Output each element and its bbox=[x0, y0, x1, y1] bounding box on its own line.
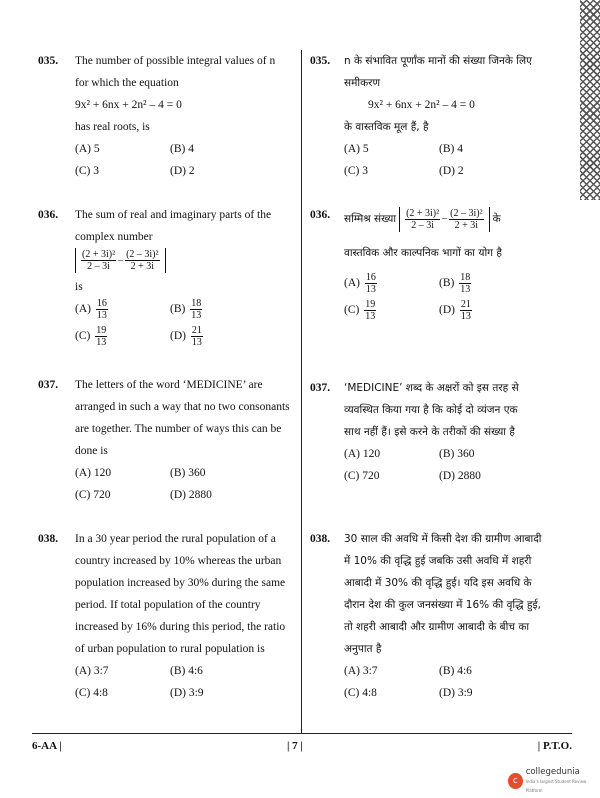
option-c[interactable] bbox=[344, 299, 439, 322]
option-b[interactable]: (B) 360 bbox=[170, 467, 206, 479]
option-c[interactable]: (C) 3 bbox=[344, 165, 368, 177]
option-label: (D) bbox=[439, 304, 455, 317]
question-line: The sum of real and imaginary parts of the bbox=[75, 209, 272, 221]
equation: 9x² + 6nx + 2n² – 4 = 0 bbox=[75, 99, 182, 111]
option-a[interactable]: (A) 3:7 bbox=[75, 665, 109, 677]
option-c[interactable]: (C) 4:8 bbox=[344, 687, 377, 699]
question-line bbox=[344, 204, 572, 234]
question-line: arranged in such a way that no two consonants bbox=[75, 401, 290, 413]
decorative-border bbox=[580, 0, 600, 200]
numerator: 16 bbox=[96, 298, 107, 309]
option-a[interactable]: (A) 3:7 bbox=[344, 665, 378, 677]
option-label: (C) bbox=[344, 304, 360, 317]
denominator: 13 bbox=[191, 310, 202, 321]
booklet-code: 6-AA | bbox=[32, 740, 62, 752]
question-line: increased by 16% during this period, the ratio bbox=[75, 621, 286, 633]
denominator: 2 – 3i bbox=[411, 219, 434, 231]
question-line: The letters of the word ‘MEDICINE’ are bbox=[75, 379, 263, 391]
question-line: for which the equation bbox=[75, 77, 179, 89]
question-line: व्यवस्थित किया गया है कि कोई दो व्यंजन एक bbox=[344, 404, 518, 416]
brand-name: collegedunia bbox=[525, 766, 580, 777]
question-line: तो शहरी आबादी और ग्रामीण आबादी के बीच का bbox=[344, 621, 530, 633]
option-d[interactable]: (D) 2880 bbox=[439, 470, 481, 482]
denominator: 13 bbox=[365, 284, 376, 295]
denominator: 13 bbox=[365, 311, 376, 322]
question-line: has real roots, is bbox=[75, 121, 150, 133]
option-d[interactable] bbox=[439, 299, 534, 322]
option-a[interactable] bbox=[75, 298, 170, 321]
question-line: n के संभावित पूर्णांक मानों की संख्या जिनके लिए bbox=[344, 55, 532, 67]
option-c[interactable]: (C) 3 bbox=[75, 165, 99, 177]
denominator: 2 – 3i bbox=[87, 261, 110, 272]
question-line: 30 साल की अवधि में किसी देश की ग्रामीण आबादी bbox=[344, 533, 542, 545]
question-line: are together. The number of ways this can be bbox=[75, 423, 282, 435]
option-d[interactable]: (D) 2 bbox=[439, 165, 464, 177]
denominator: 13 bbox=[460, 311, 471, 322]
option-c[interactable] bbox=[75, 325, 170, 348]
question-line: complex number bbox=[75, 231, 153, 243]
numerator: 21 bbox=[191, 325, 202, 336]
option-label: (A) bbox=[75, 303, 91, 316]
question-line: of urban population to rural population is bbox=[75, 643, 265, 655]
numerator: 18 bbox=[460, 272, 471, 283]
numerator: (2 – 3i)² bbox=[450, 207, 483, 219]
option-a[interactable]: (A) 5 bbox=[344, 143, 369, 155]
denominator: 13 bbox=[96, 310, 107, 321]
option-d[interactable]: (D) 2 bbox=[170, 165, 195, 177]
numerator: 19 bbox=[365, 299, 376, 310]
question-text: सम्मिश्र संख्या bbox=[344, 213, 397, 225]
numerator: 19 bbox=[96, 325, 107, 336]
question-text: के bbox=[492, 213, 501, 225]
option-d[interactable]: (D) 3:9 bbox=[439, 687, 473, 699]
denominator: 13 bbox=[96, 337, 107, 348]
option-b[interactable] bbox=[439, 272, 534, 295]
watermark-logo bbox=[508, 766, 598, 793]
option-label: (A) bbox=[344, 277, 360, 290]
option-label: (C) bbox=[75, 330, 91, 343]
minus-sign: – bbox=[118, 254, 124, 266]
brand-tagline: India's largest Student Review Platform bbox=[525, 778, 587, 793]
minus-sign: – bbox=[442, 213, 448, 224]
question-line: अनुपात है bbox=[344, 643, 382, 655]
option-b[interactable]: (B) 4 bbox=[170, 143, 194, 155]
question-line: आबादी में 30% की वृद्धि हुई। यदि इस अवधि के bbox=[344, 577, 532, 589]
pto-label: | P.T.O. bbox=[537, 740, 572, 752]
option-a[interactable] bbox=[344, 272, 439, 295]
complex-expression bbox=[75, 248, 297, 276]
question-number: 038. bbox=[38, 533, 59, 545]
option-a[interactable]: (A) 5 bbox=[75, 143, 100, 155]
question-line: में 10% की वृद्धि हुई जबकि उसी अवधि में शहरी bbox=[344, 555, 532, 567]
question-number: 036. bbox=[310, 209, 331, 221]
question-number: 037. bbox=[38, 379, 59, 391]
question-line: In a 30 year period the rural population of a bbox=[75, 533, 276, 545]
numerator: 16 bbox=[365, 272, 376, 283]
option-d[interactable] bbox=[170, 325, 265, 348]
question-line: period. If total population of the country bbox=[75, 599, 261, 611]
footer-divider bbox=[32, 733, 572, 734]
question-number: 035. bbox=[38, 55, 59, 67]
page-number: | 7 | bbox=[287, 740, 303, 752]
denominator: 13 bbox=[191, 337, 202, 348]
option-label: (B) bbox=[170, 303, 186, 316]
numerator: 18 bbox=[191, 298, 202, 309]
denominator: 2 + 3i bbox=[454, 219, 479, 231]
question-line: country increased by 10% whereas the urban bbox=[75, 555, 282, 567]
question-line: समीकरण bbox=[344, 77, 381, 89]
question-line: is bbox=[75, 281, 83, 293]
option-label: (D) bbox=[170, 330, 186, 343]
option-b[interactable] bbox=[170, 298, 265, 321]
question-number: 037. bbox=[310, 382, 331, 394]
question-line: done is bbox=[75, 445, 108, 457]
option-b[interactable]: (B) 4:6 bbox=[170, 665, 203, 677]
question-line: The number of possible integral values of n bbox=[75, 55, 276, 67]
question-line: दौरान देश की कुल जनसंख्या में 16% की वृद्धि हुई, bbox=[344, 599, 541, 611]
question-line: के वास्तविक मूल हैं, है bbox=[344, 121, 429, 133]
numerator: (2 – 3i)² bbox=[126, 249, 159, 260]
bracket-expression bbox=[399, 207, 490, 232]
question-number: 035. bbox=[310, 55, 331, 67]
equation: 9x² + 6nx + 2n² – 4 = 0 bbox=[368, 99, 475, 111]
question-number: 036. bbox=[38, 209, 59, 221]
option-a[interactable]: (A) 120 bbox=[344, 448, 381, 460]
denominator: 2 + 3i bbox=[130, 261, 154, 272]
question-line: वास्तविक और काल्पनिक भागों का योग है bbox=[344, 247, 502, 259]
option-c[interactable]: (C) 4:8 bbox=[75, 687, 108, 699]
option-b[interactable]: (B) 360 bbox=[439, 448, 475, 460]
collegedunia-icon: c bbox=[508, 773, 523, 789]
column-divider bbox=[301, 50, 302, 733]
option-a[interactable]: (A) 120 bbox=[75, 467, 112, 479]
bracket-expression bbox=[75, 248, 166, 273]
question-line: ‘MEDICINE’ शब्द के अक्षरों को इस तरह से bbox=[344, 382, 519, 394]
numerator: (2 + 3i)² bbox=[406, 207, 440, 219]
denominator: 13 bbox=[460, 284, 471, 295]
question-line: population increased by 30% during the same bbox=[75, 577, 286, 589]
option-d[interactable]: (D) 2880 bbox=[170, 489, 212, 501]
question-number: 038. bbox=[310, 533, 331, 545]
numerator: 21 bbox=[460, 299, 471, 310]
option-b[interactable]: (B) 4:6 bbox=[439, 665, 472, 677]
option-d[interactable]: (D) 3:9 bbox=[170, 687, 204, 699]
option-b[interactable]: (B) 4 bbox=[439, 143, 463, 155]
option-c[interactable]: (C) 720 bbox=[344, 470, 380, 482]
option-c[interactable]: (C) 720 bbox=[75, 489, 111, 501]
option-label: (B) bbox=[439, 277, 455, 290]
question-line: साथ नहीं हैं। इसे करने के तरीकों की संख्या है bbox=[344, 426, 515, 438]
numerator: (2 + 3i)² bbox=[82, 249, 116, 260]
